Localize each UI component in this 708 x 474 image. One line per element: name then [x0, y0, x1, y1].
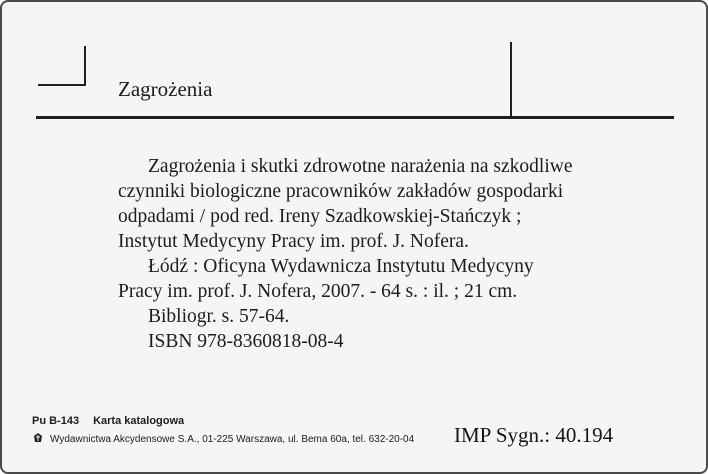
isbn-line: ISBN 978-8360818-08-4	[148, 331, 344, 352]
publisher-logo-icon	[32, 432, 44, 444]
shelf-signature: IMP Sygn.: 40.194	[454, 423, 614, 447]
description-line: Zagrożenia i skutki zdrowotne narażenia na szkodliwe	[148, 156, 573, 177]
bibliography-note: Bibliogr. s. 57-64.	[148, 306, 290, 327]
heading-divider	[510, 42, 512, 118]
imprint-line: Pracy im. prof. J. Nofera, 2007. - 64 s. : il. ; 21 cm.	[118, 281, 518, 302]
heading-bracket-vertical	[84, 46, 86, 86]
form-name: Karta katalogowa	[93, 415, 185, 427]
bibliographic-description	[118, 154, 678, 354]
form-code-number: Pu B-143	[32, 415, 80, 427]
imprint-line: Łódź : Oficyna Wydawnicza Instytutu Medycyny	[148, 256, 534, 277]
publisher-line	[32, 432, 414, 447]
subject-heading: Zagrożenia	[118, 77, 213, 101]
form-code	[32, 414, 184, 428]
description-line: Instytut Medycyny Pracy im. prof. J. Nofera.	[118, 231, 469, 252]
description-line: czynniki biologiczne pracowników zakładów gospodarki	[118, 181, 564, 202]
heading-rule	[36, 116, 674, 119]
publisher-info: Wydawnictwa Akcydensowe S.A., 01-225 Warszawa, ul. Bema 60a, tel. 632-20-04	[50, 434, 415, 445]
heading-bracket-horizontal	[38, 84, 86, 86]
description-line: odpadami / pod red. Ireny Szadkowskiej-Stańczyk ;	[118, 206, 522, 227]
